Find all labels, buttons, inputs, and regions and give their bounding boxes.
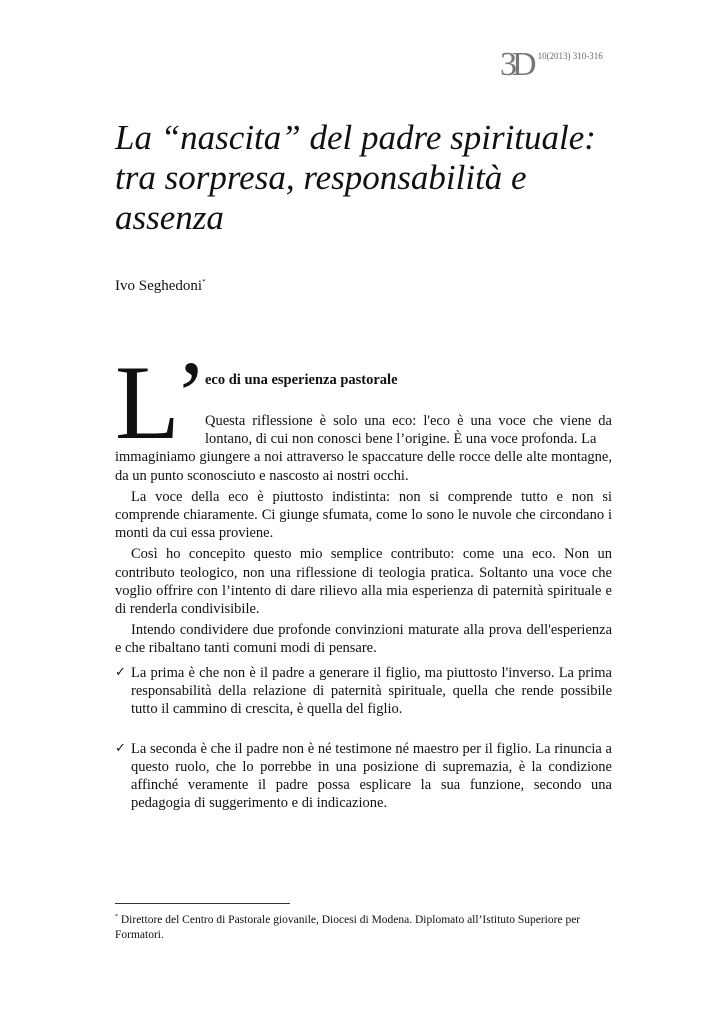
drop-cap-apostrophe: ’	[175, 341, 207, 448]
drop-cap-letter: L	[115, 344, 180, 461]
list-item-text: La seconda è che il padre non è né testimone né maestro per il figlio. La rinuncia a questo ruolo, che lo porrebbe in una posizione di supremazia, è la condizione affinché veramente il padre possa esplicare la sua funzione, secondo una pedagogia di suggerimento e di indicazione.	[131, 740, 612, 812]
article-author	[115, 278, 206, 295]
list-item	[115, 664, 612, 719]
paragraph-1-rest: immaginiamo giungere a noi attraverso le spaccature delle rocce delle alte montagne, da un punto sconosciuto e nascosto ai nostri occhi.	[115, 449, 612, 484]
section-heading: eco di una esperienza pastorale	[205, 372, 398, 388]
footnote-text: Direttore del Centro di Pastorale giovanile, Diocesi di Modena. Diplomato all’Istituto Superiore per Formatori.	[115, 913, 581, 941]
footnote-divider	[115, 903, 290, 904]
author-footnote-mark: *	[202, 278, 206, 286]
conviction-list	[115, 664, 612, 833]
footnote	[115, 910, 612, 943]
list-item	[115, 740, 612, 813]
check-icon: ✓	[115, 740, 126, 756]
article-title: La “nascita” del padre spirituale: tra sorpresa, responsabilità e assenza	[115, 118, 596, 237]
check-icon: ✓	[115, 665, 126, 680]
paragraph-4: Intendo condividere due profonde convinzioni maturate alla prova dell'esperienza e che ribaltano tanti comuni modi di pensare.	[115, 622, 612, 657]
author-name: Ivo Seghedoni	[115, 278, 203, 294]
footnote-mark: *	[115, 914, 118, 920]
paragraph-1-lead: Questa riflessione è solo una eco: l'eco è una voce che viene da lontano, di cui non conosci bene l’origine. È una voce profonda. La	[205, 413, 612, 448]
paragraph-1	[115, 412, 612, 485]
paragraph-2: La voce della eco è piuttosto indistinta: non si comprende tutto e non si comprende chiaramente. Ci giunge sfumata, come lo sono le nuvole che circondano i monti da cui essa proviene.	[115, 488, 612, 542]
article-body	[115, 412, 612, 661]
paragraph-3: Così ho concepito questo mio semplice contributo: come una eco. Non un contributo teologico, non una riflessione di teologia pratica. Soltanto una voce che voglio offrire con l’intento di dare rilievo alla mia esperienza di paternità spirituale e di renderla condivisibile.	[115, 546, 612, 618]
list-item-text: La prima è che non è il padre a generare il figlio, ma piuttosto l'inverso. La prima responsabilità della relazione di paternità spirituale, quella che rende possibile tutto il cammino di crescita, è quella del figlio.	[131, 665, 612, 718]
journal-logo: 3D	[500, 46, 532, 83]
journal-header	[500, 48, 603, 82]
journal-citation: 10(2013) 310-316	[537, 51, 603, 61]
